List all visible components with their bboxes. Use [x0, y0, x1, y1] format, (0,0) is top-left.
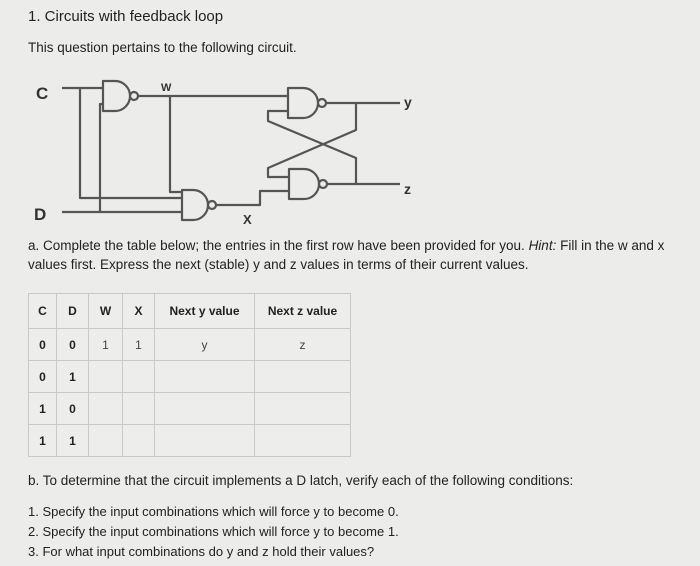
part-a-instructions — [28, 236, 700, 274]
wire-w-to-x — [170, 96, 182, 192]
header-x: X — [123, 294, 155, 329]
hint-label: Hint: — [528, 238, 557, 253]
cell-next-z[interactable] — [255, 361, 351, 393]
table-row — [29, 425, 351, 457]
cell-w[interactable] — [89, 361, 123, 393]
header-next-y: Next y value — [155, 294, 255, 329]
nand-gate-w — [103, 81, 130, 111]
header-w: W — [89, 294, 123, 329]
cell-d: 0 — [57, 329, 89, 361]
label-c: C — [36, 84, 49, 103]
cell-w[interactable] — [89, 393, 123, 425]
cell-c: 1 — [29, 393, 57, 425]
label-z: z — [404, 181, 411, 197]
cell-c: 0 — [29, 361, 57, 393]
label-w: W — [161, 82, 172, 94]
wire-x — [216, 191, 289, 205]
label-d: D — [34, 205, 47, 224]
wire-z-feedback — [268, 111, 356, 184]
cell-w[interactable] — [89, 425, 123, 457]
cell-next-z[interactable] — [255, 393, 351, 425]
cell-x[interactable] — [123, 425, 155, 457]
cell-x: 1 — [123, 329, 155, 361]
cell-w: 1 — [89, 329, 123, 361]
hint-text: Fill in the w and x values first. — [28, 238, 665, 272]
table-row — [29, 361, 351, 393]
cell-d: 1 — [57, 361, 89, 393]
cell-c: 1 — [29, 425, 57, 457]
truth-table — [28, 293, 351, 457]
cell-x[interactable] — [123, 393, 155, 425]
part-b-lead: b. To determine that the circuit implements a D latch, verify each of the following conditions: — [28, 473, 574, 488]
cell-d: 0 — [57, 393, 89, 425]
header-c: C — [29, 294, 57, 329]
condition-2: 2. Specify the input combinations which will force y to become 1. — [28, 524, 399, 539]
cell-x[interactable] — [123, 361, 155, 393]
condition-3: 3. For what input combinations do y and z hold their values? — [28, 544, 375, 559]
nand-bubble-w — [130, 92, 138, 100]
cell-next-z[interactable] — [255, 425, 351, 457]
cell-next-y: y — [155, 329, 255, 361]
header-d: D — [57, 294, 89, 329]
nand-gate-y — [288, 88, 318, 118]
wire-c-to-x — [80, 88, 182, 198]
cell-next-y[interactable] — [155, 425, 255, 457]
wire-d-to-w — [100, 104, 103, 212]
part-a-lead: a. Complete the table below; the entries in the first row have been provided for you. — [28, 238, 525, 253]
cell-next-y[interactable] — [155, 393, 255, 425]
table-header-row — [29, 294, 351, 329]
nand-bubble-z — [319, 180, 327, 188]
cell-d: 1 — [57, 425, 89, 457]
label-x: X — [243, 212, 252, 227]
table-row — [29, 329, 351, 361]
circuit-diagram — [0, 62, 700, 232]
intro-text: This question pertains to the following circuit. — [28, 40, 297, 55]
part-a-tail: Express the next (stable) y and z values in terms of their current values. — [100, 257, 529, 272]
condition-1: 1. Specify the input combinations which will force y to become 0. — [28, 504, 399, 519]
cell-c: 0 — [29, 329, 57, 361]
nand-gate-z — [289, 169, 319, 199]
cell-next-y[interactable] — [155, 361, 255, 393]
question-heading: 1. Circuits with feedback loop — [28, 8, 224, 25]
table-row — [29, 393, 351, 425]
cell-next-z: z — [255, 329, 351, 361]
label-y: y — [404, 94, 412, 110]
nand-gate-x — [182, 190, 208, 220]
header-next-z: Next z value — [255, 294, 351, 329]
nand-bubble-x — [208, 201, 216, 209]
nand-bubble-y — [318, 99, 326, 107]
